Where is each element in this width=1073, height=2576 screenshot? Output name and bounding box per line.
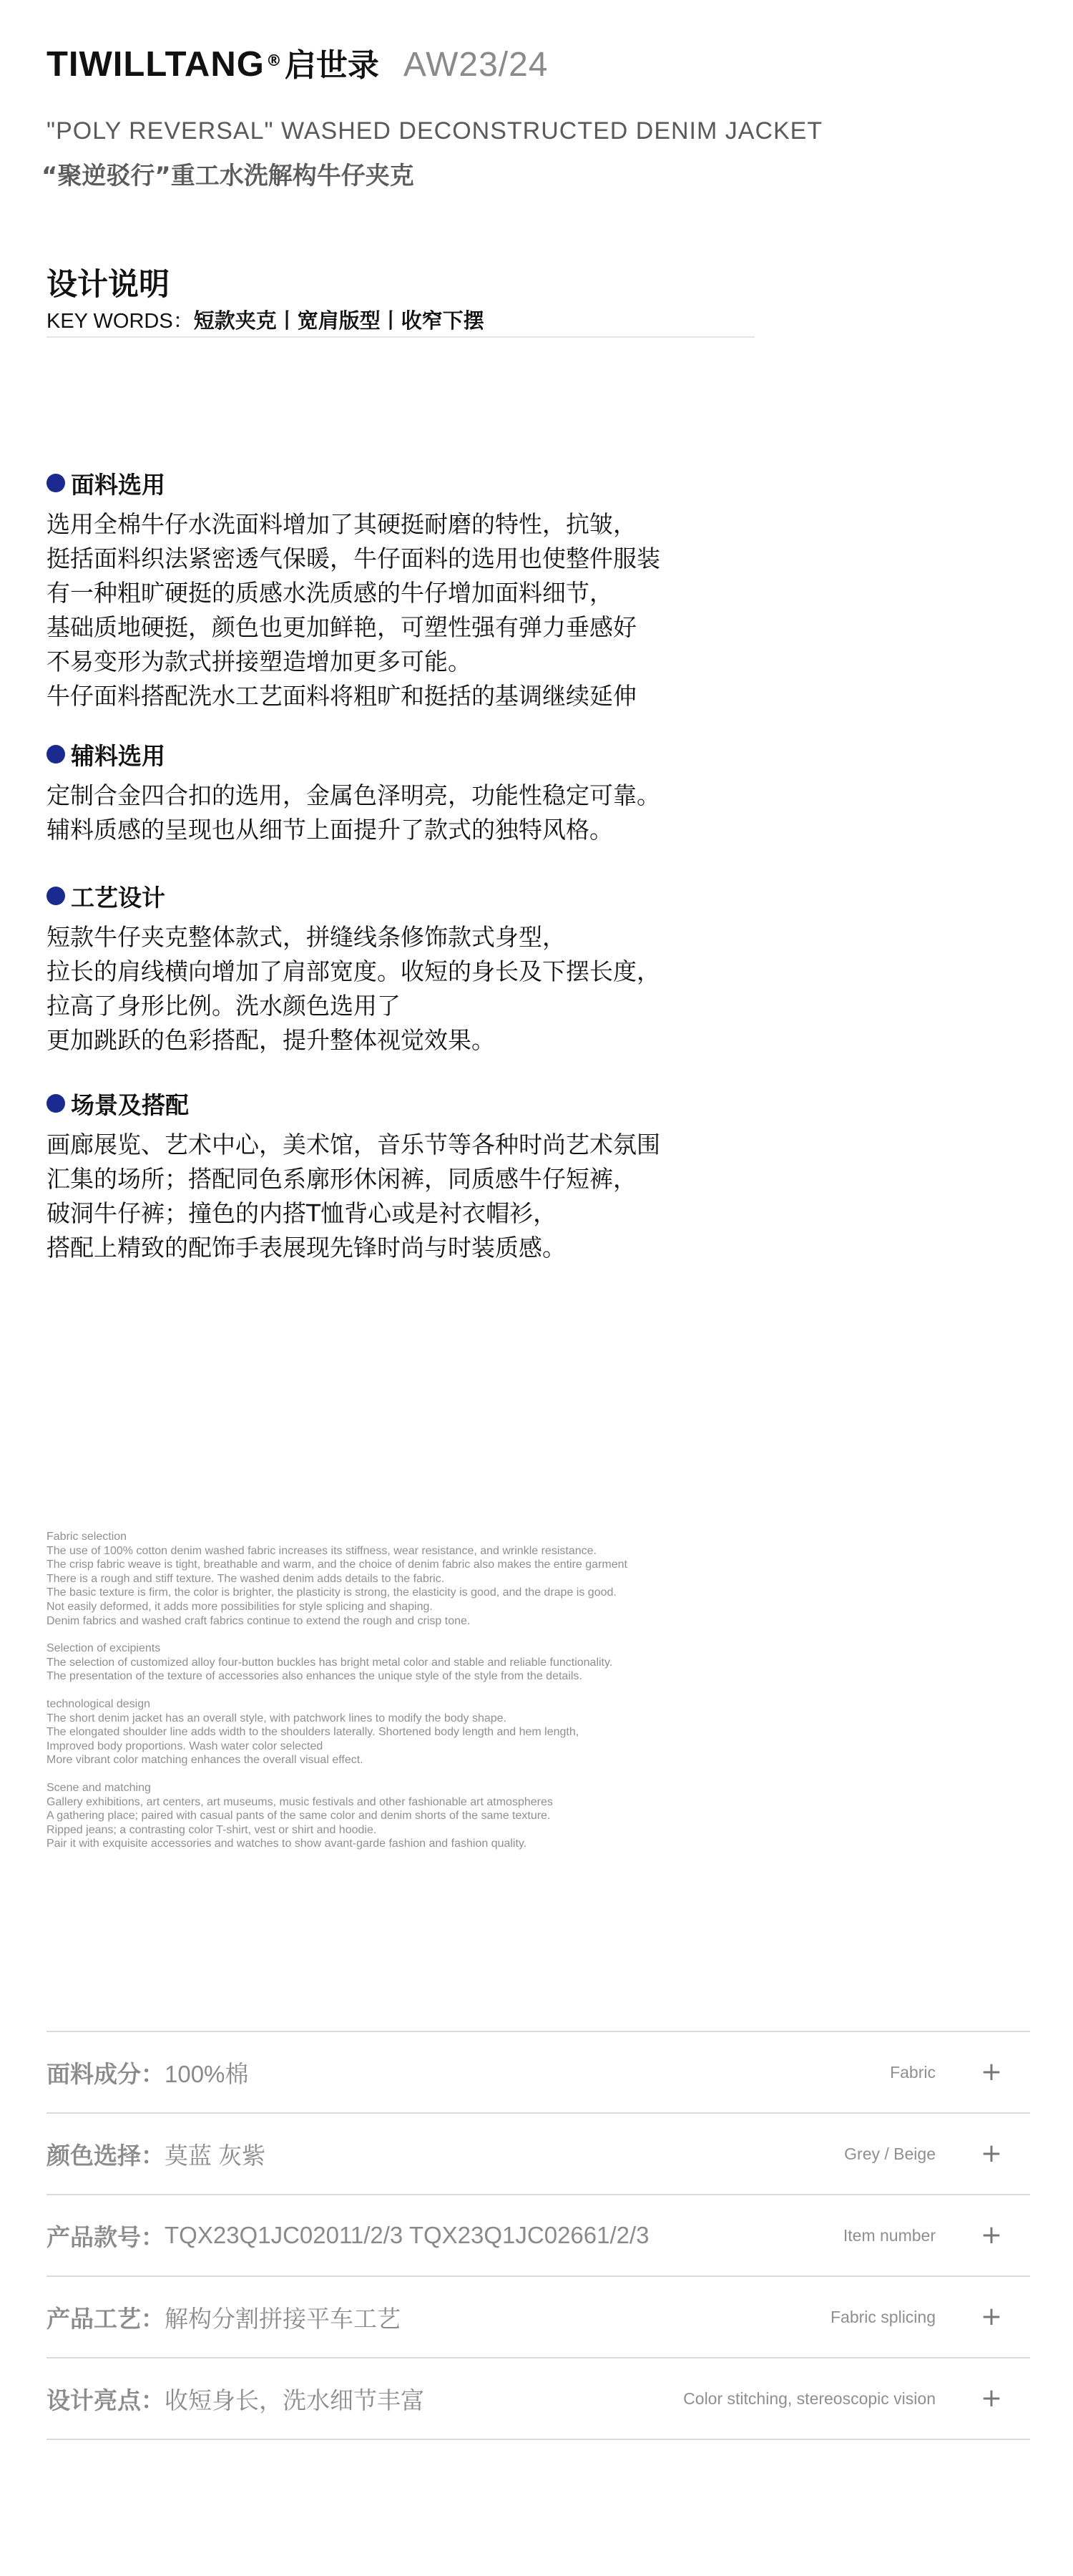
section-title: 工艺设计 [71, 883, 165, 912]
en-group-excipients [46, 1641, 833, 1684]
spec-en-label: Fabric splicing [831, 2307, 936, 2326]
en-line: Selection of excipients [46, 1642, 161, 1655]
en-line: The elongated shoulder line adds width to the shoulders laterally. Shortened body length and hem length, [46, 1726, 579, 1739]
body-line: 牛仔面料搭配洗水工艺面料将粗旷和挺括的基调继续延伸 [46, 682, 637, 710]
bullet-dot-icon [46, 1094, 65, 1113]
spec-list [46, 2031, 1030, 2440]
en-line: Fabric selection [46, 1531, 127, 1543]
section-header [46, 882, 833, 910]
en-group-fabric [46, 1530, 833, 1628]
spec-label: 设计亮点： [46, 2386, 165, 2414]
section-body [46, 920, 833, 1058]
spec-row-fabric[interactable] [46, 2032, 1030, 2114]
body-line: 短款牛仔夹克整体款式，拼缝线条修饰款式身型， [46, 923, 566, 951]
en-line: Denim fabrics and washed craft fabrics continue to extend the rough and crisp tone. [46, 1614, 471, 1627]
body-line: 有一种粗旷硬挺的质感水洗质感的牛仔增加面料细节， [46, 579, 613, 607]
keywords-divider [46, 336, 755, 338]
brand-chinese-name: 启世录 [284, 47, 379, 84]
plus-icon[interactable]: + [974, 2055, 1009, 2089]
spec-row-highlights[interactable] [46, 2358, 1030, 2440]
en-line: Improved body proportions. Wash water color selected [46, 1740, 323, 1752]
section-title: 场景及搭配 [71, 1091, 189, 1119]
body-line: 定制合金四合扣的选用，金属色泽明亮，功能性稳定可靠。 [46, 781, 660, 809]
body-line: 基础质地硬挺，颜色也更加鲜艳，可塑性强有弹力垂感好 [46, 613, 637, 641]
section-header [46, 740, 833, 769]
spec-row-color[interactable] [46, 2114, 1030, 2195]
body-line: 更加跳跃的色彩搭配，提升整体视觉效果。 [46, 1026, 495, 1054]
product-title-en: "POLY REVERSAL" WASHED DECONSTRUCTED DENIM JACKET [46, 117, 823, 145]
body-line: 选用全棉牛仔水洗面料增加了其硬挺耐磨的特性，抗皱， [46, 510, 637, 538]
body-line: 汇集的场所；搭配同色系廓形休闲裤，同质感牛仔短裤， [46, 1165, 637, 1193]
plus-icon[interactable]: + [974, 2137, 1009, 2171]
en-line: Not easily deformed, it adds more possibilities for style splicing and shaping. [46, 1600, 433, 1613]
spec-en-label: Grey / Beige [844, 2144, 936, 2163]
en-line: There is a rough and stiff texture. The washed denim adds details to the fabric. [46, 1572, 445, 1585]
brand-header [46, 39, 548, 85]
bullet-dot-icon [46, 887, 65, 905]
spec-value: 收短身长，洗水细节丰富 [165, 2386, 424, 2414]
en-line: Ripped jeans; a contrasting color T-shirt, vest or shirt and hoodie. [46, 1823, 377, 1836]
section-body [46, 779, 833, 847]
section-scene [46, 1089, 833, 1265]
section-craft [46, 882, 833, 1058]
registered-mark: ® [265, 52, 282, 70]
body-line: 辅料质感的呈现也从细节上面提升了款式的独特风格。 [46, 816, 613, 844]
spec-row-craft[interactable] [46, 2277, 1030, 2358]
section-header [46, 469, 833, 497]
en-line: Scene and matching [46, 1781, 151, 1794]
brand-logo: TIWILLTANG [46, 45, 265, 84]
section-body [46, 507, 833, 713]
bullet-dot-icon [46, 474, 65, 492]
spec-value: 莫蓝 灰紫 [165, 2142, 266, 2169]
product-title-cn: “聚逆驳行”重工水洗解构牛仔夹克 [41, 162, 414, 190]
spec-label: 面料成分： [46, 2059, 165, 2088]
section-title: 面料选用 [71, 470, 165, 499]
body-line: 不易变形为款式拼接塑造增加更多可能。 [46, 648, 471, 675]
en-line: The selection of customized alloy four-button buckles has bright metal color and stable and reliable functionality. [46, 1656, 613, 1669]
en-line: More vibrant color matching enhances the overall visual effect. [46, 1754, 363, 1767]
plus-icon[interactable]: + [974, 2300, 1009, 2334]
plus-icon[interactable]: + [974, 2381, 1009, 2416]
keywords-value: 短款夹克丨宽肩版型丨收窄下摆 [193, 308, 484, 333]
en-line: technological design [46, 1697, 150, 1710]
en-line: Gallery exhibitions, art centers, art museums, music festivals and other fashionable art atmospheres [46, 1795, 553, 1808]
body-line: 画廊展览、艺术中心，美术馆，音乐节等各种时尚艺术氛围 [46, 1131, 660, 1158]
section-fabric [46, 469, 833, 713]
english-notes [46, 1530, 833, 1865]
body-line: 拉高了身形比例。洗水颜色选用了 [46, 992, 401, 1020]
spec-value: 解构分割拼接平车工艺 [165, 2305, 401, 2332]
spec-value: TQX23Q1JC02011/2/3 TQX23Q1JC02661/2/3 [165, 2222, 650, 2248]
spec-en-label: Fabric [890, 2062, 936, 2082]
section-title: 辅料选用 [71, 741, 165, 770]
spec-label: 产品款号： [46, 2223, 165, 2251]
keywords-line [46, 305, 484, 334]
spec-label: 产品工艺： [46, 2304, 165, 2333]
spec-row-item-number[interactable] [46, 2195, 1030, 2277]
body-line: 挺括面料织法紧密透气保暖，牛仔面料的选用也使整件服装 [46, 545, 660, 572]
body-line: 破洞牛仔裤；撞色的内搭T恤背心或是衬衣帽衫， [46, 1199, 557, 1227]
spec-en-label: Color stitching, stereoscopic vision [683, 2389, 936, 2408]
section-header [46, 1089, 833, 1118]
spec-value: 100%棉 [165, 2060, 249, 2087]
en-group-technology [46, 1697, 833, 1767]
en-line: The basic texture is firm, the color is brighter, the plasticity is strong, the elasticity is good, and the drape is good. [46, 1586, 617, 1599]
en-line: The short denim jacket has an overall style, with patchwork lines to modify the body shape. [46, 1712, 506, 1724]
body-line: 拉长的肩线横向增加了肩部宽度。收短的身长及下摆长度， [46, 957, 660, 985]
plus-icon[interactable]: + [974, 2218, 1009, 2253]
keywords-label: KEY WORDS： [46, 310, 194, 333]
spec-en-label: Item number [843, 2225, 936, 2245]
en-line: The use of 100% cotton denim washed fabric increases its stiffness, wear resistance, and wrinkle resistance. [46, 1544, 597, 1557]
en-line: A gathering place; paired with casual pants of the same color and denim shorts of the same texture. [46, 1810, 551, 1823]
en-group-scene [46, 1781, 833, 1851]
en-line: The crisp fabric weave is tight, breathable and warm, and the choice of denim fabric also makes the entire garment [46, 1558, 627, 1571]
section-accessories [46, 740, 833, 847]
body-line: 搭配上精致的配饰手表展现先锋时尚与时装质感。 [46, 1234, 566, 1262]
design-notes-title: 设计说明 [46, 267, 170, 303]
en-line: The presentation of the texture of accessories also enhances the unique style of the style from the details. [46, 1670, 582, 1683]
bullet-dot-icon [46, 745, 65, 763]
en-line: Pair it with exquisite accessories and watches to show avant-garde fashion and fashion quality. [46, 1838, 527, 1850]
spec-label: 颜色选择： [46, 2141, 165, 2170]
section-body [46, 1128, 833, 1265]
season-label: AW23/24 [403, 46, 549, 84]
